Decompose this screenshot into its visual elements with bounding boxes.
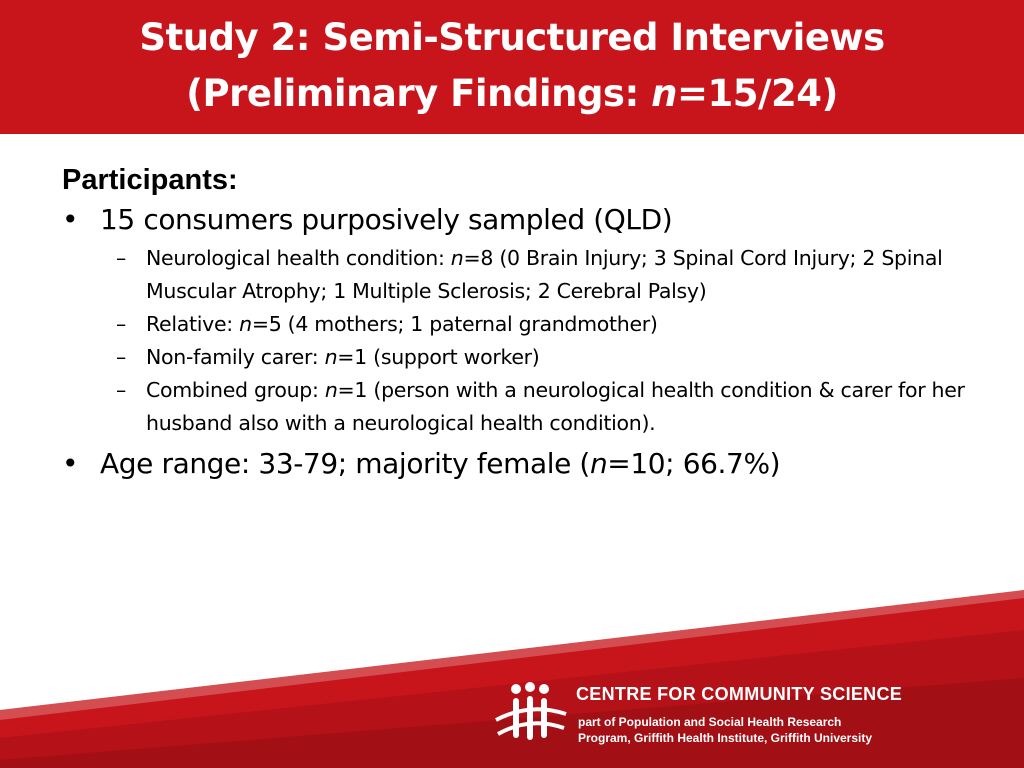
sub-bullet-italic: n xyxy=(450,246,464,270)
centre-affiliation-line-1: part of Population and Social Health Research xyxy=(578,715,842,729)
sub-bullet-text: =8 (0 Brain Injury; 3 Spinal Cord Injury; 2 Spinal Muscular Atrophy; 1 Multiple Sclerosis; 2 Cerebral Palsy) xyxy=(146,246,943,303)
title-line-1: Study 2: Semi-Structured Interviews xyxy=(139,16,885,59)
sub-bullet-text: =1 (support worker) xyxy=(337,345,540,369)
bullet-marker: • xyxy=(62,447,79,480)
sub-bullet-text: Non-family carer: xyxy=(146,345,325,369)
bullet-age-range-text: Age range: 33-79; majority female ( xyxy=(100,447,590,480)
sub-bullet-relative xyxy=(108,308,982,341)
bullet-age-range-text: =10; 66.7%) xyxy=(607,447,781,480)
centre-affiliation-line-2: Program, Griffith Health Institute, Griffith University xyxy=(578,731,873,745)
sub-bullet-text: Neurological health condition: xyxy=(146,246,451,270)
sub-bullet-text: =1 (person with a neurological health condition & carer for her husband also with a neurological health condition). xyxy=(146,378,965,435)
dash-marker: – xyxy=(116,312,126,336)
sub-bullet-text: Relative: xyxy=(146,312,240,336)
sub-bullet-italic: n xyxy=(324,345,338,369)
sub-bullet-italic: n xyxy=(239,312,252,336)
dash-marker: – xyxy=(116,378,126,402)
sub-bullet-text: =5 (4 mothers; 1 paternal grandmother) xyxy=(251,312,658,336)
bullet-consumers-text: 15 consumers purposively sampled (QLD) xyxy=(100,203,673,236)
dash-marker: – xyxy=(116,246,126,270)
sub-bullet-combined-group xyxy=(108,374,982,440)
slide-body xyxy=(62,160,982,484)
slide-title xyxy=(0,10,1024,122)
sub-bullet-text: Combined group: xyxy=(146,378,325,402)
bullet-consumers xyxy=(62,200,982,240)
bullet-age-range-italic: n xyxy=(589,447,608,480)
title-line-2-suffix: 15/24) xyxy=(707,72,838,115)
title-line-2 xyxy=(0,66,1024,122)
centre-logo-block xyxy=(490,680,960,760)
dash-marker: – xyxy=(116,345,126,369)
title-line-2-italic: n= xyxy=(651,72,708,115)
bullet-age-range xyxy=(62,444,982,484)
sub-bullet-non-family-carer xyxy=(108,341,982,374)
bullet-marker: • xyxy=(62,203,79,236)
people-dots-logo-icon xyxy=(490,680,570,752)
participants-heading: Participants: xyxy=(62,164,238,196)
title-line-2-prefix: (Preliminary Findings: xyxy=(186,72,652,115)
sub-bullet-italic: n xyxy=(324,378,338,402)
centre-name: CENTRE FOR COMMUNITY SCIENCE xyxy=(576,684,903,704)
sub-bullet-list xyxy=(108,242,982,440)
sub-bullet-neurological xyxy=(108,242,982,308)
centre-affiliation xyxy=(578,714,872,746)
